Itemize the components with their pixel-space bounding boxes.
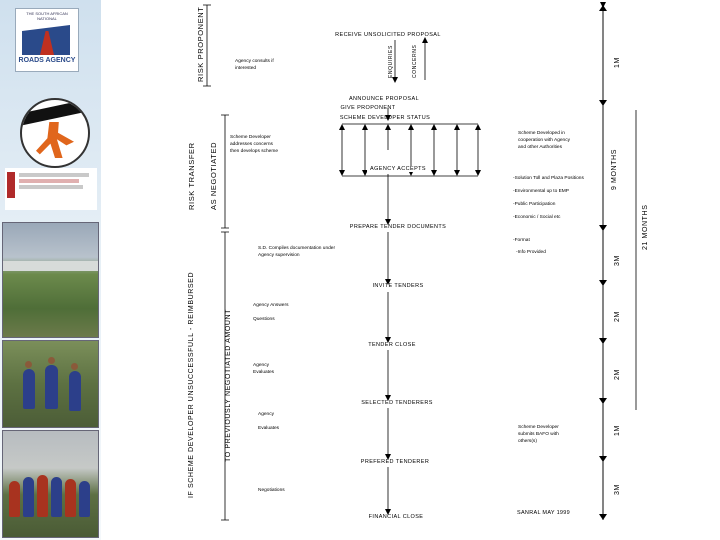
receive-proposal-step: RECEIVE UNSOLICITED PROPOSAL xyxy=(335,32,441,38)
scheme-develops-note: Scheme Developed in cooperation with Agency and other Authorities xyxy=(518,131,570,150)
requirements-list: -Solution Toll and Plaza Positions -Environmental up to EMP -Public Participation -Economic / Social etc xyxy=(513,176,584,220)
duration-21-months: 21 MONTHS xyxy=(642,204,649,250)
duration-3m-second: 3M xyxy=(614,484,621,495)
agency-answers-note: Agency Answers xyxy=(253,303,289,308)
questions-note: Questions xyxy=(253,317,275,322)
duration-2m-second: 2M xyxy=(614,369,621,380)
invite-tenders-step: INVITE TENDERS xyxy=(372,283,424,289)
risk-proponent-label: RISK PROPONENT xyxy=(196,6,205,82)
agency-note: Agency xyxy=(258,412,274,417)
selected-tenderers-step: SELECTED TENDERERS xyxy=(361,400,433,406)
footer-credit: SANRAL MAY 1999 xyxy=(517,510,571,516)
risk-transfer-label: RISK TRANSFER xyxy=(187,142,196,210)
duration-2m-first: 2M xyxy=(614,311,621,322)
prepare-tender-documents-step: PREPARE TENDER DOCUMENTS xyxy=(349,224,447,230)
agency-accepts-step: AGENCY ACCEPTS xyxy=(367,166,429,172)
negotiations-note: Negotiations xyxy=(258,488,285,493)
financial-close-step: FINANCIAL CLOSE xyxy=(368,514,424,520)
duration-1m-second: 1M xyxy=(614,425,621,436)
enquiries-label: ENQUIRIES xyxy=(388,45,394,78)
to-previously-label: TO PREVIOUSLY NEGOTIATED AMOUNT xyxy=(225,308,232,462)
duration-3m-first: 3M xyxy=(614,255,621,266)
announce-proposal-step: ANNOUNCE PROPOSAL xyxy=(348,96,420,102)
agency-evaluates-note: Agency Evaluates xyxy=(253,363,275,375)
as-negotiated-label: AS NEGOTIATED xyxy=(209,141,218,210)
roads-agency-caption: THE SOUTH AFRICAN NATIONAL xyxy=(26,11,68,21)
duration-1m: 1M xyxy=(614,57,621,68)
if-unsuccessful-label: IF SCHEME DEVELOPER UNSUCCESSFULL - REIMBURSED xyxy=(188,271,195,498)
scheme-developer-status-step: SCHEME DEVELOPER STATUS xyxy=(339,115,431,121)
roads-agency-name: ROADS AGENCY xyxy=(18,57,76,64)
duration-9-months: 9 MONTHS xyxy=(611,149,618,190)
tender-close-step: TENDER CLOSE xyxy=(368,342,416,348)
evaluates-note: Evaluates xyxy=(258,426,280,431)
sd-compiles-note: S.D. Compiles documentation under Agency supervision xyxy=(258,246,336,258)
agency-consults-note: Agency consults if interested xyxy=(235,59,274,71)
give-proponent-step: GIVE PROPONENT xyxy=(340,105,396,111)
preferred-tenderer-step: PREFERED TENDERER xyxy=(360,459,430,465)
format-note: -Format xyxy=(513,238,530,243)
scheme-submits-note: Scheme Developer submits BAFO with others(s) xyxy=(518,425,559,444)
info-provided-note: -Info Provided xyxy=(516,250,546,255)
scheme-addresses-note: Scheme Developer addresses concerns then develops scheme xyxy=(230,135,278,154)
concerns-label: CONCERNS xyxy=(412,44,418,78)
